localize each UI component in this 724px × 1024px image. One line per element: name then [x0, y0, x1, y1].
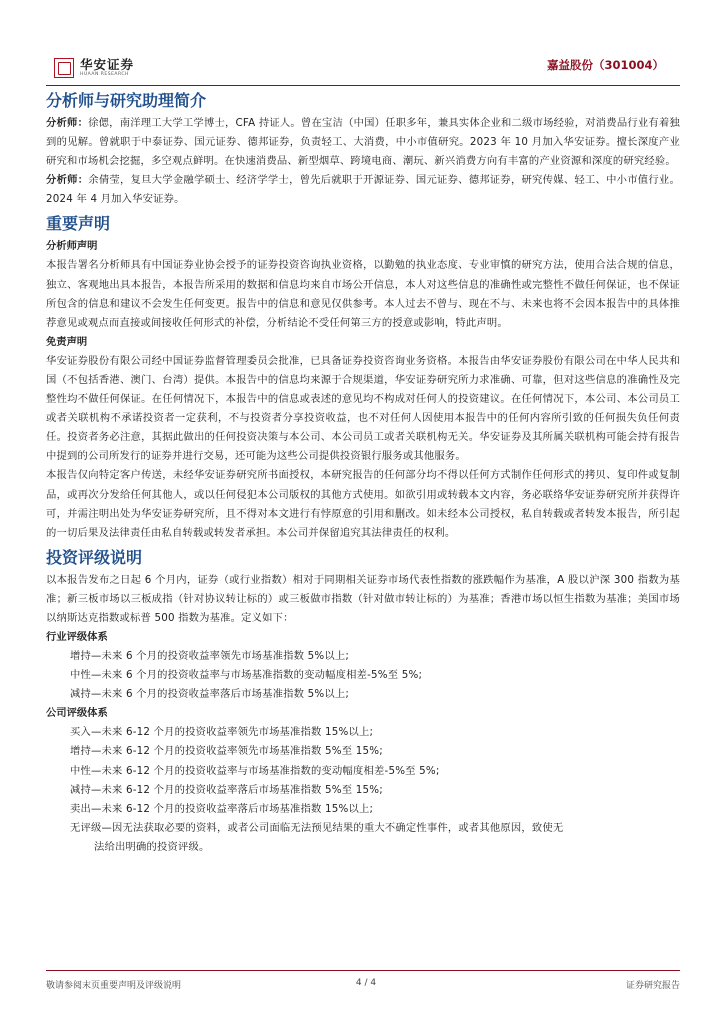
- page-header: [46, 52, 680, 86]
- logo-subtitle: HUAAN RESEARCH: [80, 72, 129, 77]
- company-rating-item: 减持—未来 6-12 个月的投资收益率落后市场基准指数 5%至 15%;: [70, 783, 383, 796]
- no-rating-line: 无评级—因无法获取必要的资料，或者公司面临无法预见结果的重大不确定性事件，或者其他原因，致使无: [70, 821, 564, 834]
- no-rating-line: 法给出明确的投资评级。: [94, 840, 210, 853]
- analyst-bio-text: 徐偲，南洋理工大学工学博士，CFA 持证人。曾在宝洁（中国）任职多年，兼具实体企业和二级市场经验，对消费品行业有着独到的见解。曾就职于中泰证券、国元证券、德邦证券，负责轻工、大消费，中小市值研究。2023 年 10 月加入华安证券。擅长深度产业研究和市场机会挖掘，多空观点鲜明。在快速消费品、新型烟草、跨境电商、潮玩、新兴消费方向有丰富的产业资源和深度的研究经验。: [46, 117, 680, 168]
- disclaimer-title: 免责声明: [46, 335, 88, 348]
- industry-rating-title: 行业评级体系: [46, 631, 108, 644]
- footer-disclaimer-note: 敬请参阅末页重要声明及评级说明: [46, 981, 182, 991]
- company-logo: [54, 58, 134, 78]
- analyst-label: 分析师：: [46, 117, 89, 129]
- no-rating-item: [46, 819, 680, 857]
- page-number: 4 / 4: [355, 978, 377, 988]
- analyst-section-heading: 分析师与研究助理简介: [46, 91, 207, 110]
- logo-name: 华安证券: [80, 56, 135, 72]
- industry-rating-item: 中性—未来 6 个月的投资收益率与市场基准指数的变动幅度相差-5%至 5%;: [70, 669, 423, 682]
- report-stock-title: 嘉益股份（301004）: [546, 58, 664, 72]
- analyst-bio: [46, 171, 680, 209]
- declaration-section-heading: 重要声明: [46, 214, 111, 234]
- analyst-bio-text: 余倩莹，复旦大学金融学硕士、经济学学士，曾先后就职于开源证券、国元证券、德邦证券，研究传媒、轻工、中小市值行业。2024 年 4 月加入华安证券。: [46, 174, 680, 206]
- rating-section-heading: 投资评级说明: [46, 547, 143, 567]
- page-footer: [46, 970, 680, 992]
- company-rating-item: 中性—未来 6-12 个月的投资收益率与市场基准指数的变动幅度相差-5%至 5%;: [70, 764, 440, 777]
- company-rating-title: 公司评级体系: [46, 707, 108, 720]
- company-rating-item: 卖出—未来 6-12 个月的投资收益率落后市场基准指数 15%以上;: [70, 802, 374, 815]
- disclaimer-paragraph: 华安证券股份有限公司经中国证券监督管理委员会批准，已具备证券投资咨询业务资格。本报告由华安证券股份有限公司在中华人民共和国（不包括香港、澳门、台湾）提供。本报告中的信息均来源于合规渠道，华安证券研究所力求准确、可靠，但对这些信息的准确性及完整性均不做任何保证。在任何情况下，本报告中的信息或表述的意见均不构成对任何人的投资建议。在任何情况下，本公司、本公司员工或者关联机构不承诺投资者一定获利，不与投资者分享投资收益，也不对任何人因使用本报告中的任何内容所引致的任何损失负任何责任。投资者务必注意，其据此做出的任何投资决策与本公司、本公司员工或者关联机构无关。华安证券及其所属关联机构可能会持有报告中提到的公司所发行的证券并进行交易，还可能为这些公司提供投资银行服务或其他服务。: [46, 354, 680, 463]
- logo-seal-icon: [54, 58, 74, 78]
- analyst-statement-text: 本报告署名分析师具有中国证券业协会授予的证券投资咨询执业资格，以勤勉的执业态度、专业审慎的研究方法，使用合法合规的信息，独立、客观地出具本报告，本报告所采用的数据和信息均来自市场公开信息，本人对这些信息的准确性或完整性不做任何保证，也不保证所包含的信息和建议不会发生任何变更。报告中的信息和意见仅供参考。本人过去不曾与、现在不与、未来也将不会因本报告中的具体推荐意见或观点而直接或间接收任何形式的补偿，分析结论不受任何第三方的授意或影响，特此声明。: [46, 259, 680, 329]
- company-rating-item: 增持—未来 6-12 个月的投资收益率领先市场基准指数 5%至 15%;: [70, 745, 383, 758]
- report-type: 证券研究报告: [625, 981, 680, 991]
- rating-intro: 以本报告发布之日起 6 个月内，证券（或行业指数）相对于同期相关证券市场代表性指数的涨跌幅作为基准，A 股以沪深 300 指数为基准；新三板市场以三板成指（针对协议转让标的）或三板做市指数（针对做市转让标的）为基准；香港市场以恒生指数为基准；美国市场以纳斯达克指数或标普 500 指数为基准。定义如下：: [46, 573, 680, 624]
- page-content: [46, 86, 680, 857]
- company-rating-item: 买入—未来 6-12 个月的投资收益率领先市场基准指数 15%以上;: [70, 726, 374, 739]
- disclaimer-paragraph: 本报告仅向特定客户传送，未经华安证券研究所书面授权，本研究报告的任何部分均不得以任何方式制作任何形式的拷贝、复印件或复制品，或再次分发给任何其他人，或以任何侵犯本公司版权的其他方式使用。如欲引用或转载本文内容，务必联络华安证券研究所并获得许可，并需注明出处为华安证券研究所，且不得对本文进行有悖原意的引用和删改。如未经本公司授权，私自转载或者转发本报告，所引起的一切后果及法律责任由私自转载或转发者承担。本公司并保留追究其法律责任的权利。: [46, 469, 680, 539]
- analyst-label: 分析师：: [46, 174, 89, 187]
- industry-rating-item: 减持—未来 6 个月的投资收益率落后市场基准指数 5%以上;: [70, 688, 350, 701]
- analyst-statement-title: 分析师声明: [46, 240, 98, 253]
- analyst-bio: [46, 114, 680, 171]
- industry-rating-item: 增持—未来 6 个月的投资收益率领先市场基准指数 5%以上;: [70, 650, 350, 663]
